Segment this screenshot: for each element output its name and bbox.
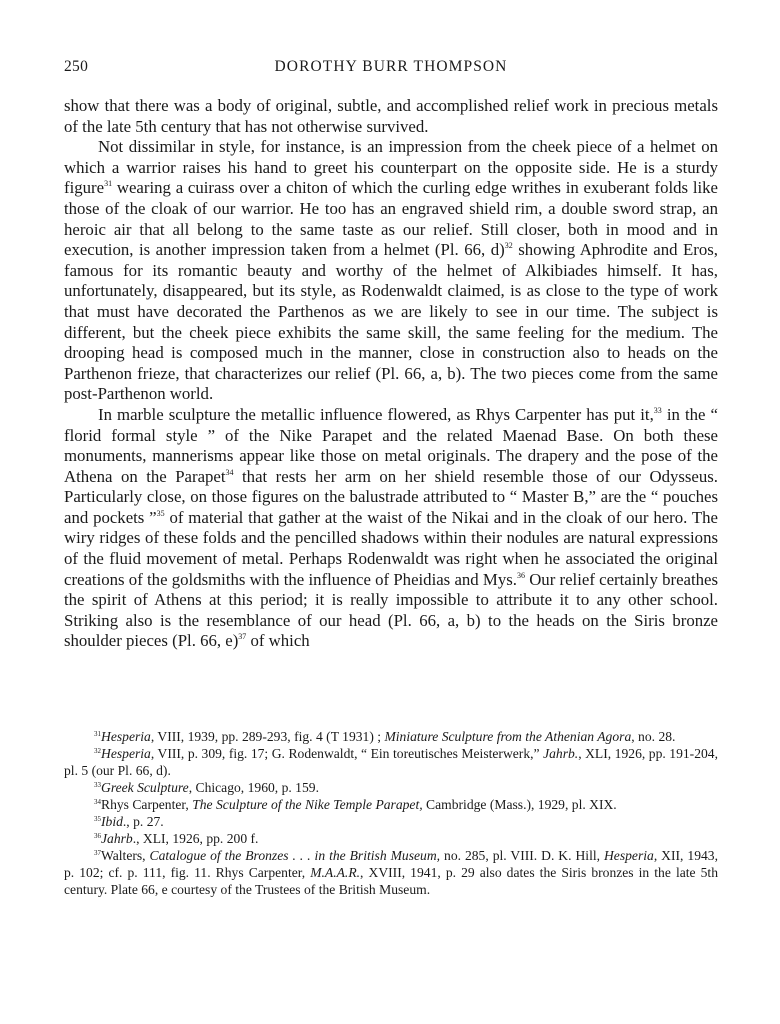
text-run: Our relief certainly breathes the spirit of Athens at this period; it is really impossible to attribute it to any other school. Striking also is the resemblance of our head (Pl. 66, a, b) to the heads on the Siris bronze shoulder pieces (Pl. 66, e): [64, 569, 718, 651]
footnotes: [64, 728, 718, 898]
footnote-ref: 35: [156, 508, 165, 518]
paragraph: [64, 137, 718, 405]
footnote-ref: 34: [225, 467, 234, 477]
footnote: [64, 745, 718, 779]
footnote-text: Walters,: [101, 848, 150, 863]
text-run: that rests her arm on her shield resemble those of our Odysseus. Particularly close, on those figures on the balustrade attributed to “ Master B,” are the “ pouches and pockets ”: [64, 466, 718, 527]
italic-title: Catalogue of the Bronzes . . . in the British Museum,: [149, 848, 441, 863]
text-run: in the “ florid formal style ” of the Nike Parapet and the related Maenad Base. On both these monuments, mannerisms appear like those on metal originals. The drapery and the pose of the Athena on the Parapet: [64, 404, 718, 486]
footnote-text: ., p. 27.: [122, 814, 164, 829]
footnote: [64, 847, 718, 898]
italic-title: Hesperia: [101, 729, 151, 744]
footnote-number: 36: [94, 832, 101, 840]
footnote-ref: 37: [238, 632, 247, 642]
footnote: [64, 796, 718, 813]
footnote-text: Rhys Carpenter,: [101, 797, 193, 812]
footnote-number: 32: [94, 747, 101, 755]
paragraph: show that there was a body of original, subtle, and accomplished relief work in precious metals of the late 5th century that has not otherwise survived.: [64, 96, 718, 136]
italic-title: Jahrb: [101, 831, 133, 846]
italic-title: Jahrb.: [543, 746, 579, 761]
footnote-ref: 31: [104, 179, 113, 189]
footnote: [64, 779, 718, 796]
footnote-number: 34: [94, 798, 101, 806]
footnote: [64, 830, 718, 847]
running-title: DOROTHY BURR THOMPSON: [274, 58, 508, 75]
footnote-text: , XVIII, 1941, p. 29 also dates the Siris bronzes in the late 5th century. Plate 66, e courtesy of the Trustees of the British Museum.: [64, 865, 718, 897]
text-run: Not dissimilar in style, for instance, is an impression from the cheek piece of a helmet on which a warrior raises his hand to greet his counterpart on the opposite side. He is a sturdy figure: [64, 137, 718, 198]
footnote-text: ., XLI, 1926, pp. 200 f.: [132, 831, 259, 846]
footnote-number: 37: [94, 849, 101, 857]
footnote-text: , VIII, p. 309, fig. 17; G. Rodenwaldt, “ Ein toreutisches Meisterwerk,”: [150, 746, 544, 761]
footnote-ref: 33: [653, 405, 662, 415]
italic-title: Ibid: [101, 814, 123, 829]
footnote-text: , XLI, 1926, pp. 191-204, pl. 5 (our Pl. 66, d).: [64, 746, 718, 778]
main-text: [64, 96, 718, 652]
running-header: [64, 58, 718, 76]
footnote-number: 33: [94, 781, 101, 789]
text-run: wearing a cuirass over a chiton of which the curling edge writhes in exuberant folds like those of the cloak of our warrior. He too has an engraved shield rim, a double sword strap, an heroic air that all belong to the same taste as our relief. Still closer, both in mood and in execution, is another impression taken from a helmet (Pl. 66, d): [64, 178, 718, 260]
footnote-text: , no. 28.: [631, 729, 676, 744]
italic-title: The Sculpture of the Nike Temple Parapet,: [192, 797, 423, 812]
italic-title: Greek Sculpture: [101, 780, 189, 795]
footnote-text: no. 285, pl. VIII. D. K. Hill,: [440, 848, 604, 863]
footnote-text: , VIII, 1939, pp. 289-293, fig. 4 (T 1931) ;: [150, 729, 385, 744]
text-run: of material that gather at the waist of the Nikai and in the cloak of our hero. The wiry ridges of these folds and the pencilled shadows within their nodules are natural expressions of the fluid movement of metal. Perhaps Rodenwaldt was right when he associated the original creations of the goldsmiths with the influence of Pheidias and Mys.: [64, 507, 718, 589]
italic-title: M.A.A.R.: [310, 865, 361, 880]
italic-title: Hesperia: [101, 746, 151, 761]
footnote-text: Cambridge (Mass.), 1929, pl. XIX.: [422, 797, 617, 812]
text-run: showing Aphrodite and Eros, famous for its romantic beauty and worthy of the helmet of Alkibiades himself. It has, unfortunately, disappeared, but its style, as Rodenwaldt claimed, is as close to the type of work that must have decorated the Parthenos as we are likely to see in our time. The subject is different, but the cheek piece exhibits the same skill, the same feeling for the medium. The drooping head is composed much in the manner, close in construction also to heads on the Parthenon frieze, that characterizes our relief (Pl. 66, a, b). The two pieces come from the same post-Parthenon world.: [64, 240, 718, 404]
footnote-ref: 36: [516, 570, 525, 580]
footnote-text: , XII, 1943, p. 102; cf. p. 111, fig. 11. Rhys Carpenter,: [64, 848, 718, 880]
footnote: [64, 813, 718, 830]
footnote-text: , Chicago, 1960, p. 159.: [188, 780, 319, 795]
paragraph: [64, 405, 718, 652]
footnote-number: 31: [94, 730, 101, 738]
text-run: In marble sculpture the metallic influence flowered, as Rhys Carpenter has put it,: [98, 404, 654, 424]
footnote-number: 35: [94, 815, 101, 823]
italic-title: Hesperia: [603, 848, 654, 863]
text-run: of which: [246, 631, 310, 651]
page-number: 250: [64, 58, 89, 75]
footnote-ref: 32: [504, 241, 513, 251]
footnote: [64, 728, 718, 745]
italic-title: Miniature Sculpture from the Athenian Agora: [384, 729, 632, 744]
